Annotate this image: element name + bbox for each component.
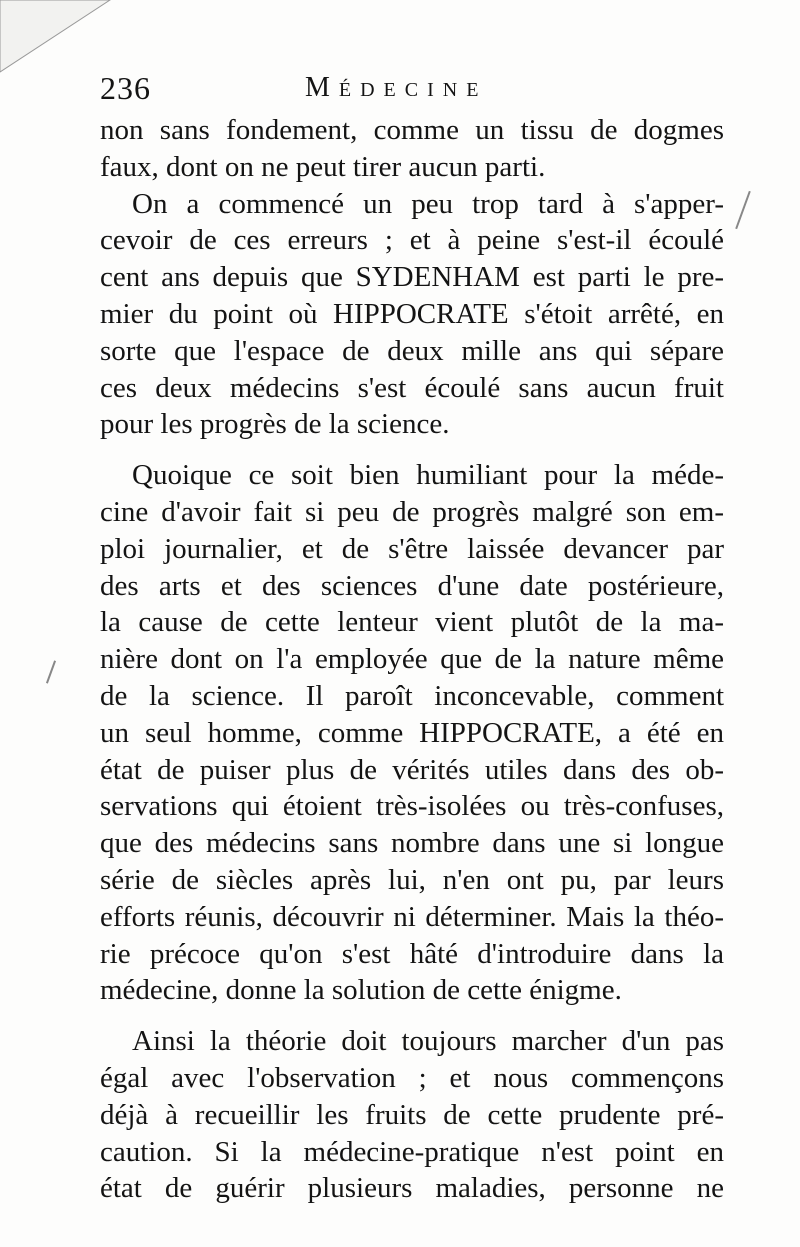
text-line: cine d'avoir fait si peu de progrès malgré son em-: [100, 495, 724, 528]
text-line: de la science. Il paroît inconcevable, comment: [100, 679, 724, 712]
text-line: Ainsi la théorie doit toujours marcher d'un pas: [132, 1025, 724, 1058]
text-line: nière dont on l'a employée que de la nature même: [100, 643, 724, 676]
paragraph: [100, 112, 724, 186]
running-head: Médecine: [305, 72, 488, 103]
text-line: cent ans depuis que SYDENHAM est parti le pre-: [100, 261, 724, 294]
text-line: médecine, donne la solution de cette énigme.: [100, 974, 622, 1007]
page-number: 236: [100, 70, 151, 106]
text-line: un seul homme, comme HIPPOCRATE, a été en: [100, 716, 724, 749]
page-header: [100, 70, 740, 110]
paragraph: [100, 457, 724, 1009]
text-line: servations qui étoient très-isolées ou très-confuses,: [100, 790, 724, 823]
text-line: rie précoce qu'on s'est hâté d'introduire dans la: [100, 937, 724, 970]
text-line: mier du point où HIPPOCRATE s'étoit arrêté, en: [100, 297, 724, 330]
text-line: Quoique ce soit bien humiliant pour la méde-: [132, 459, 724, 492]
text-line: ces deux médecins s'est écoulé sans aucun fruit: [100, 371, 724, 404]
text-line: cevoir de ces erreurs ; et à peine s'est-il écoulé: [100, 224, 724, 257]
text-line: la cause de cette lenteur vient plutôt de la ma-: [100, 606, 724, 639]
body-text: [100, 112, 724, 1207]
text-line: ploi journalier, et de s'être laissée devancer par: [100, 532, 724, 565]
text-line: sorte que l'espace de deux mille ans qui sépare: [100, 334, 724, 367]
text-line: égal avec l'observation ; et nous commençons: [100, 1061, 724, 1094]
text-line: état de guérir plusieurs maladies, personne ne: [100, 1172, 724, 1205]
text-line: caution. Si la médecine-pratique n'est point en: [100, 1135, 724, 1168]
margin-mark: [46, 660, 56, 683]
text-line: non sans fondement, comme un tissu de dogmes: [100, 114, 724, 146]
paragraph: [100, 186, 724, 444]
text-line: état de puiser plus de vérités utiles dans des ob-: [100, 753, 724, 786]
text-line: série de siècles après lui, n'en ont pu, par leurs: [100, 863, 724, 896]
text-line: des arts et des sciences d'une date postérieure,: [100, 569, 724, 602]
text-line: efforts réunis, découvrir ni déterminer. Mais la théo-: [100, 900, 724, 933]
text-line: pour les progrès de la science.: [100, 408, 450, 441]
margin-mark: [735, 191, 751, 229]
text-line: déjà à recueillir les fruits de cette prudente pré-: [100, 1098, 724, 1131]
paragraph: [100, 1023, 724, 1207]
text-line: que des médecins sans nombre dans une si longue: [100, 827, 724, 860]
text-line: faux, dont on ne peut tirer aucun parti.: [100, 150, 546, 183]
text-line: On a commencé un peu trop tard à s'apper-: [132, 187, 724, 220]
